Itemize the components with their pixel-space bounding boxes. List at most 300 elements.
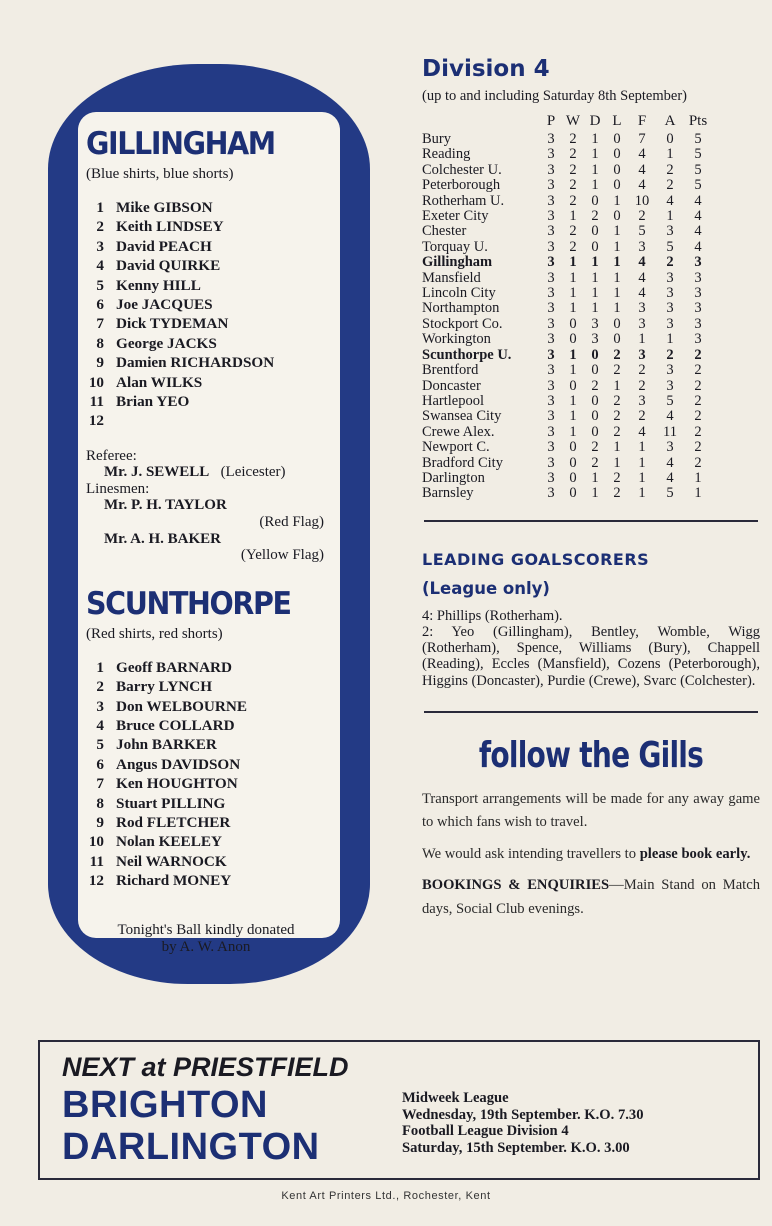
shirt-number: 2 <box>96 678 104 696</box>
fixture-details <box>402 1090 644 1156</box>
cell-w: 1 <box>569 254 577 271</box>
cell-p: 3 <box>547 285 555 302</box>
cell-a: 0 <box>666 131 674 147</box>
cell-l: 1 <box>613 454 621 471</box>
cell-l: 0 <box>613 315 621 332</box>
shirt-number: 4 <box>96 717 104 735</box>
cell-pts: 3 <box>694 331 702 348</box>
book-early-text <box>422 843 760 867</box>
shirt-number: 5 <box>96 736 104 754</box>
player-name: Nolan KEELEY <box>116 833 222 851</box>
cell-l: 0 <box>613 177 621 194</box>
team-name: Newport C. <box>422 439 490 456</box>
player-name: Neil WARNOCK <box>116 852 227 870</box>
cell-f: 3 <box>638 392 646 409</box>
cell-l: 0 <box>613 208 621 225</box>
cell-a: 11 <box>663 423 677 440</box>
home-team-name: GILLINGHAM <box>86 126 275 162</box>
goalscorers-subtitle: (League only) <box>422 578 550 598</box>
team-name: Mansfield <box>422 269 481 286</box>
away-player-row <box>86 814 340 833</box>
home-player-row <box>86 335 340 354</box>
cell-p: 3 <box>547 223 555 240</box>
cell-l: 1 <box>613 192 621 209</box>
cell-p: 3 <box>547 423 555 440</box>
cell-a: 3 <box>666 269 674 286</box>
next-match-box <box>38 1040 760 1180</box>
team-name: Barnsley <box>422 485 474 502</box>
home-player-row <box>86 315 340 334</box>
shirt-number: 6 <box>96 295 104 313</box>
player-name: Angus DAVIDSON <box>116 755 241 773</box>
follow-the-gills-heading: follow the Gills <box>478 734 704 776</box>
cell-l: 2 <box>613 392 621 409</box>
cell-l: 0 <box>613 161 621 178</box>
cell-f: 4 <box>638 269 646 286</box>
cell-l: 2 <box>613 362 621 379</box>
shirt-number: 2 <box>96 218 104 236</box>
home-player-row <box>86 277 340 296</box>
away-player-row <box>86 833 340 852</box>
cell-l: 0 <box>613 146 621 163</box>
cell-f: 4 <box>638 161 646 178</box>
cell-d: 1 <box>591 300 599 317</box>
cell-w: 1 <box>569 408 577 425</box>
team-name: Bradford City <box>422 454 503 471</box>
team-name: Crewe Alex. <box>422 423 495 440</box>
donation-line-1: Tonight's Ball kindly donated <box>117 921 295 938</box>
shirt-number: 7 <box>96 775 104 793</box>
shirt-number: 12 <box>88 412 104 430</box>
cell-l: 1 <box>613 300 621 317</box>
cell-d: 0 <box>591 223 599 240</box>
team-name: Stockport Co. <box>422 315 503 332</box>
header-p: P <box>546 113 556 129</box>
player-name: Barry LYNCH <box>116 678 213 696</box>
cell-f: 2 <box>638 362 646 379</box>
cell-p: 3 <box>547 161 555 178</box>
cell-pts: 2 <box>694 423 702 440</box>
player-name: Keith LINDSEY <box>116 218 224 236</box>
divider <box>424 520 758 522</box>
cell-f: 2 <box>638 408 646 425</box>
cell-d: 1 <box>591 131 599 147</box>
cell-d: 0 <box>591 408 599 425</box>
bookings-details: —Main Stand on Match days, Social Club evenings. <box>422 877 760 917</box>
team-name: Brentford <box>422 362 479 379</box>
cell-d: 1 <box>591 469 599 486</box>
cell-a: 2 <box>666 346 674 363</box>
home-player-row <box>86 374 340 393</box>
cell-l: 1 <box>613 254 621 271</box>
cell-p: 3 <box>547 469 555 486</box>
cell-a: 1 <box>666 146 674 163</box>
fixture-2-date: Saturday, 15th September. K.O. 3.00 <box>402 1139 630 1156</box>
cell-w: 1 <box>569 208 577 225</box>
cell-w: 1 <box>569 285 577 302</box>
cell-pts: 2 <box>694 454 702 471</box>
cell-pts: 5 <box>694 177 702 194</box>
player-name: Dick TYDEMAN <box>116 315 229 333</box>
cell-p: 3 <box>547 269 555 286</box>
home-player-row <box>86 296 340 315</box>
cell-w: 1 <box>569 362 577 379</box>
right-column <box>422 56 760 921</box>
cell-w: 0 <box>569 331 577 348</box>
table-row <box>422 301 712 316</box>
cell-d: 0 <box>591 392 599 409</box>
shirt-number: 4 <box>96 257 104 275</box>
scorers-line-2: 2: Yeo (Gillingham), Bentley, Womble, Wigg (Rotherham), Spence, Williams (Bury), Chappell (Reading), Eccles (Mansfield), Cozens (Peterborough), Higgins (Doncaster), Purdie (Crewe), Svarc (Colchester). <box>422 623 760 689</box>
table-row <box>422 486 712 501</box>
cell-l: 1 <box>613 285 621 302</box>
cell-w: 0 <box>569 485 577 502</box>
cell-l: 2 <box>613 469 621 486</box>
referee-label: Referee: <box>86 447 137 464</box>
team-name: Workington <box>422 331 491 348</box>
goalscorers-title: LEADING GOALSCORERS <box>422 549 650 569</box>
cell-a: 2 <box>666 161 674 178</box>
linesman-2-name: Mr. A. H. BAKER <box>104 530 221 547</box>
player-name: Don WELBOURNE <box>116 697 247 715</box>
cell-a: 4 <box>666 408 674 425</box>
cell-pts: 4 <box>694 208 702 225</box>
scorers-line-1: 4: Phillips (Rotherham). <box>422 607 563 624</box>
referee-from: (Leicester) <box>220 464 286 481</box>
cell-l: 2 <box>613 408 621 425</box>
cell-l: 2 <box>613 485 621 502</box>
cell-f: 4 <box>638 146 646 163</box>
cell-l: 2 <box>613 423 621 440</box>
cell-p: 3 <box>547 408 555 425</box>
cell-f: 4 <box>638 177 646 194</box>
player-name: Joe JACQUES <box>116 295 213 313</box>
cell-f: 1 <box>638 331 646 348</box>
away-player-row <box>86 736 340 755</box>
league-table-header <box>422 111 712 132</box>
table-row <box>422 255 712 270</box>
player-name: Geoff BARNARD <box>116 658 232 676</box>
away-player-row <box>86 795 340 814</box>
team-name: Torquay U. <box>422 238 488 255</box>
cell-f: 2 <box>638 208 646 225</box>
cell-pts: 4 <box>694 223 702 240</box>
table-row <box>422 194 712 209</box>
table-row <box>422 286 712 301</box>
cell-pts: 3 <box>694 315 702 332</box>
shirt-number: 10 <box>88 833 104 851</box>
away-player-row <box>86 853 340 872</box>
fixture-2-competition: Football League Division 4 <box>402 1123 569 1140</box>
cell-a: 1 <box>666 331 674 348</box>
away-player-row <box>86 756 340 775</box>
shirt-number: 12 <box>88 872 104 890</box>
transport-text: Transport arrangements will be made for any away game to which fans wish to travel. <box>422 790 760 831</box>
cell-f: 4 <box>638 254 646 271</box>
shirt-number: 9 <box>96 354 104 372</box>
cell-w: 1 <box>569 269 577 286</box>
table-row <box>422 163 712 178</box>
table-row <box>422 348 712 363</box>
shirt-number: 3 <box>96 237 104 255</box>
table-row <box>422 271 712 286</box>
table-row <box>422 209 712 224</box>
shirt-number: 11 <box>89 852 104 870</box>
cell-f: 1 <box>638 454 646 471</box>
cell-d: 0 <box>591 192 599 209</box>
cell-pts: 2 <box>694 377 702 394</box>
shirt-number: 1 <box>96 199 104 216</box>
table-row <box>422 224 712 239</box>
next-match-title: NEXT at PRIESTFIELD <box>62 1052 349 1082</box>
cell-a: 2 <box>666 177 674 194</box>
match-ball-donation <box>86 922 340 956</box>
cell-f: 3 <box>638 238 646 255</box>
team-name: Hartlepool <box>422 392 485 409</box>
match-officials <box>86 448 340 564</box>
table-row <box>422 240 712 255</box>
cell-pts: 2 <box>694 408 702 425</box>
cell-f: 10 <box>634 192 650 209</box>
cell-p: 3 <box>547 485 555 502</box>
table-row <box>422 425 712 440</box>
player-name: Stuart PILLING <box>116 794 226 812</box>
cell-p: 3 <box>547 331 555 348</box>
cell-pts: 3 <box>694 254 702 271</box>
cell-f: 3 <box>638 300 646 317</box>
away-player-row <box>86 698 340 717</box>
cell-d: 2 <box>591 377 599 394</box>
table-row <box>422 440 712 455</box>
book-early-emphasis: please book early. <box>639 845 751 862</box>
cell-d: 1 <box>591 254 599 271</box>
cell-w: 0 <box>569 454 577 471</box>
linesmen-label: Linesmen: <box>86 480 150 497</box>
header-d: D <box>589 113 601 129</box>
header-pts: Pts <box>688 113 708 129</box>
header-l: L <box>612 113 622 129</box>
cell-a: 3 <box>666 285 674 302</box>
bookings-label: BOOKINGS & ENQUIRIES <box>422 877 610 894</box>
cell-d: 2 <box>591 454 599 471</box>
cell-f: 3 <box>638 346 646 363</box>
table-row <box>422 147 712 162</box>
cell-d: 1 <box>591 269 599 286</box>
cell-a: 3 <box>666 362 674 379</box>
cell-a: 2 <box>666 254 674 271</box>
cell-a: 3 <box>666 315 674 332</box>
cell-pts: 5 <box>694 131 702 147</box>
home-player-row <box>86 199 340 218</box>
cell-f: 1 <box>638 439 646 456</box>
header-w: W <box>565 113 581 129</box>
cell-pts: 1 <box>694 485 702 502</box>
cell-pts: 3 <box>694 285 702 302</box>
cell-a: 4 <box>666 454 674 471</box>
team-sheet-card <box>78 112 340 955</box>
cell-p: 3 <box>547 146 555 163</box>
cell-p: 3 <box>547 315 555 332</box>
cell-l: 0 <box>613 131 621 147</box>
header-a: A <box>664 113 676 129</box>
player-name: Richard MONEY <box>116 872 232 890</box>
cell-p: 3 <box>547 208 555 225</box>
shirt-number: 1 <box>96 658 104 676</box>
away-player-row <box>86 659 340 678</box>
away-player-row <box>86 872 340 891</box>
cell-a: 5 <box>666 238 674 255</box>
table-row <box>422 409 712 424</box>
away-player-row <box>86 717 340 736</box>
team-name: Gillingham <box>422 254 493 271</box>
cell-l: 1 <box>613 439 621 456</box>
home-player-row <box>86 354 340 373</box>
header-team <box>422 111 540 132</box>
linesman-2-flag: (Yellow Flag) <box>240 547 324 564</box>
bookings-text <box>422 874 760 921</box>
shirt-number: 10 <box>88 373 104 391</box>
cell-pts: 4 <box>694 238 702 255</box>
table-row <box>422 132 712 147</box>
cell-a: 1 <box>666 208 674 225</box>
shirt-number: 11 <box>89 392 104 410</box>
cell-pts: 2 <box>694 346 702 363</box>
printer-credit: Kent Art Printers Ltd., Rochester, Kent <box>281 1190 491 1202</box>
team-name: Swansea City <box>422 408 502 425</box>
cell-w: 1 <box>569 300 577 317</box>
cell-f: 2 <box>638 377 646 394</box>
cell-d: 0 <box>591 346 599 363</box>
team-name: Bury <box>422 131 451 147</box>
cell-w: 1 <box>569 346 577 363</box>
cell-w: 2 <box>569 161 577 178</box>
team-name: Chester <box>422 223 467 240</box>
table-row <box>422 471 712 486</box>
team-name: Scunthorpe U. <box>422 346 512 363</box>
cell-pts: 1 <box>694 469 702 486</box>
team-name: Doncaster <box>422 377 481 394</box>
team-name: Reading <box>422 146 471 163</box>
cell-w: 0 <box>569 439 577 456</box>
cell-f: 4 <box>638 423 646 440</box>
cell-p: 3 <box>547 192 555 209</box>
home-team-lineup <box>86 199 340 432</box>
cell-p: 3 <box>547 177 555 194</box>
fixture-1-competition: Midweek League <box>402 1090 509 1106</box>
division-subtitle: (up to and including Saturday 8th September) <box>422 88 687 104</box>
shirt-number: 6 <box>96 755 104 773</box>
cell-l: 1 <box>613 223 621 240</box>
player-name: Damien RICHARDSON <box>116 354 275 372</box>
home-player-row <box>86 238 340 257</box>
away-team-name: SCUNTHORPE <box>86 585 291 622</box>
home-player-row <box>86 412 340 431</box>
team-name: Lincoln City <box>422 285 496 302</box>
cell-pts: 3 <box>694 300 702 317</box>
cell-p: 3 <box>547 300 555 317</box>
home-team-kit: (Blue shirts, blue shorts) <box>86 166 234 182</box>
cell-pts: 5 <box>694 161 702 178</box>
cell-w: 0 <box>569 469 577 486</box>
player-name: George JACKS <box>116 334 217 352</box>
cell-a: 5 <box>666 485 674 502</box>
cell-l: 1 <box>613 269 621 286</box>
linesman-1-name: Mr. P. H. TAYLOR <box>104 497 227 514</box>
fixture-1-date: Wednesday, 19th September. K.O. 7.30 <box>402 1106 644 1123</box>
away-player-row <box>86 775 340 794</box>
cell-f: 3 <box>638 315 646 332</box>
donation-line-2: by A. W. Anon <box>161 938 251 955</box>
away-team-lineup <box>86 659 340 892</box>
cell-w: 0 <box>569 315 577 332</box>
cell-d: 0 <box>591 362 599 379</box>
cell-a: 3 <box>666 439 674 456</box>
cell-d: 1 <box>591 285 599 302</box>
cell-d: 2 <box>591 439 599 456</box>
away-team-kit: (Red shirts, red shorts) <box>86 625 223 642</box>
cell-w: 2 <box>569 238 577 255</box>
cell-a: 3 <box>666 300 674 317</box>
cell-p: 3 <box>547 346 555 363</box>
player-name: Rod FLETCHER <box>116 813 231 831</box>
book-early-prefix: We would ask intending travellers to <box>422 845 640 862</box>
team-name: Peterborough <box>422 177 501 194</box>
cell-w: 2 <box>569 192 577 209</box>
table-row <box>422 456 712 471</box>
cell-d: 1 <box>591 161 599 178</box>
player-name: John BARKER <box>116 736 217 754</box>
away-player-row <box>86 678 340 697</box>
cell-p: 3 <box>547 392 555 409</box>
cell-a: 5 <box>666 392 674 409</box>
cell-pts: 4 <box>694 192 702 209</box>
cell-p: 3 <box>547 439 555 456</box>
team-name: Northampton <box>422 300 500 317</box>
cell-pts: 2 <box>694 439 702 456</box>
cell-p: 3 <box>547 377 555 394</box>
cell-f: 5 <box>638 223 646 240</box>
cell-w: 2 <box>569 223 577 240</box>
shirt-number: 7 <box>96 315 104 333</box>
shirt-number: 3 <box>96 697 104 715</box>
league-table-body <box>422 132 712 502</box>
cell-w: 2 <box>569 177 577 194</box>
referee-line <box>86 464 340 481</box>
cell-d: 1 <box>591 485 599 502</box>
cell-p: 3 <box>547 362 555 379</box>
team-name: Exeter City <box>422 208 489 225</box>
player-name: Ken HOUGHTON <box>116 775 238 793</box>
cell-d: 1 <box>591 177 599 194</box>
table-row <box>422 332 712 347</box>
cell-d: 3 <box>591 315 599 332</box>
division-title: Division 4 <box>422 56 550 82</box>
home-player-row <box>86 257 340 276</box>
cell-a: 3 <box>666 377 674 394</box>
header-f: F <box>637 113 647 129</box>
cell-f: 1 <box>638 469 646 486</box>
cell-w: 2 <box>569 146 577 163</box>
table-row <box>422 317 712 332</box>
cell-f: 4 <box>638 285 646 302</box>
team-name: Colchester U. <box>422 161 502 178</box>
cell-a: 4 <box>666 192 674 209</box>
cell-d: 2 <box>591 208 599 225</box>
player-name: Bruce COLLARD <box>116 717 235 735</box>
cell-w: 1 <box>569 392 577 409</box>
cell-w: 1 <box>569 423 577 440</box>
table-row <box>422 363 712 378</box>
